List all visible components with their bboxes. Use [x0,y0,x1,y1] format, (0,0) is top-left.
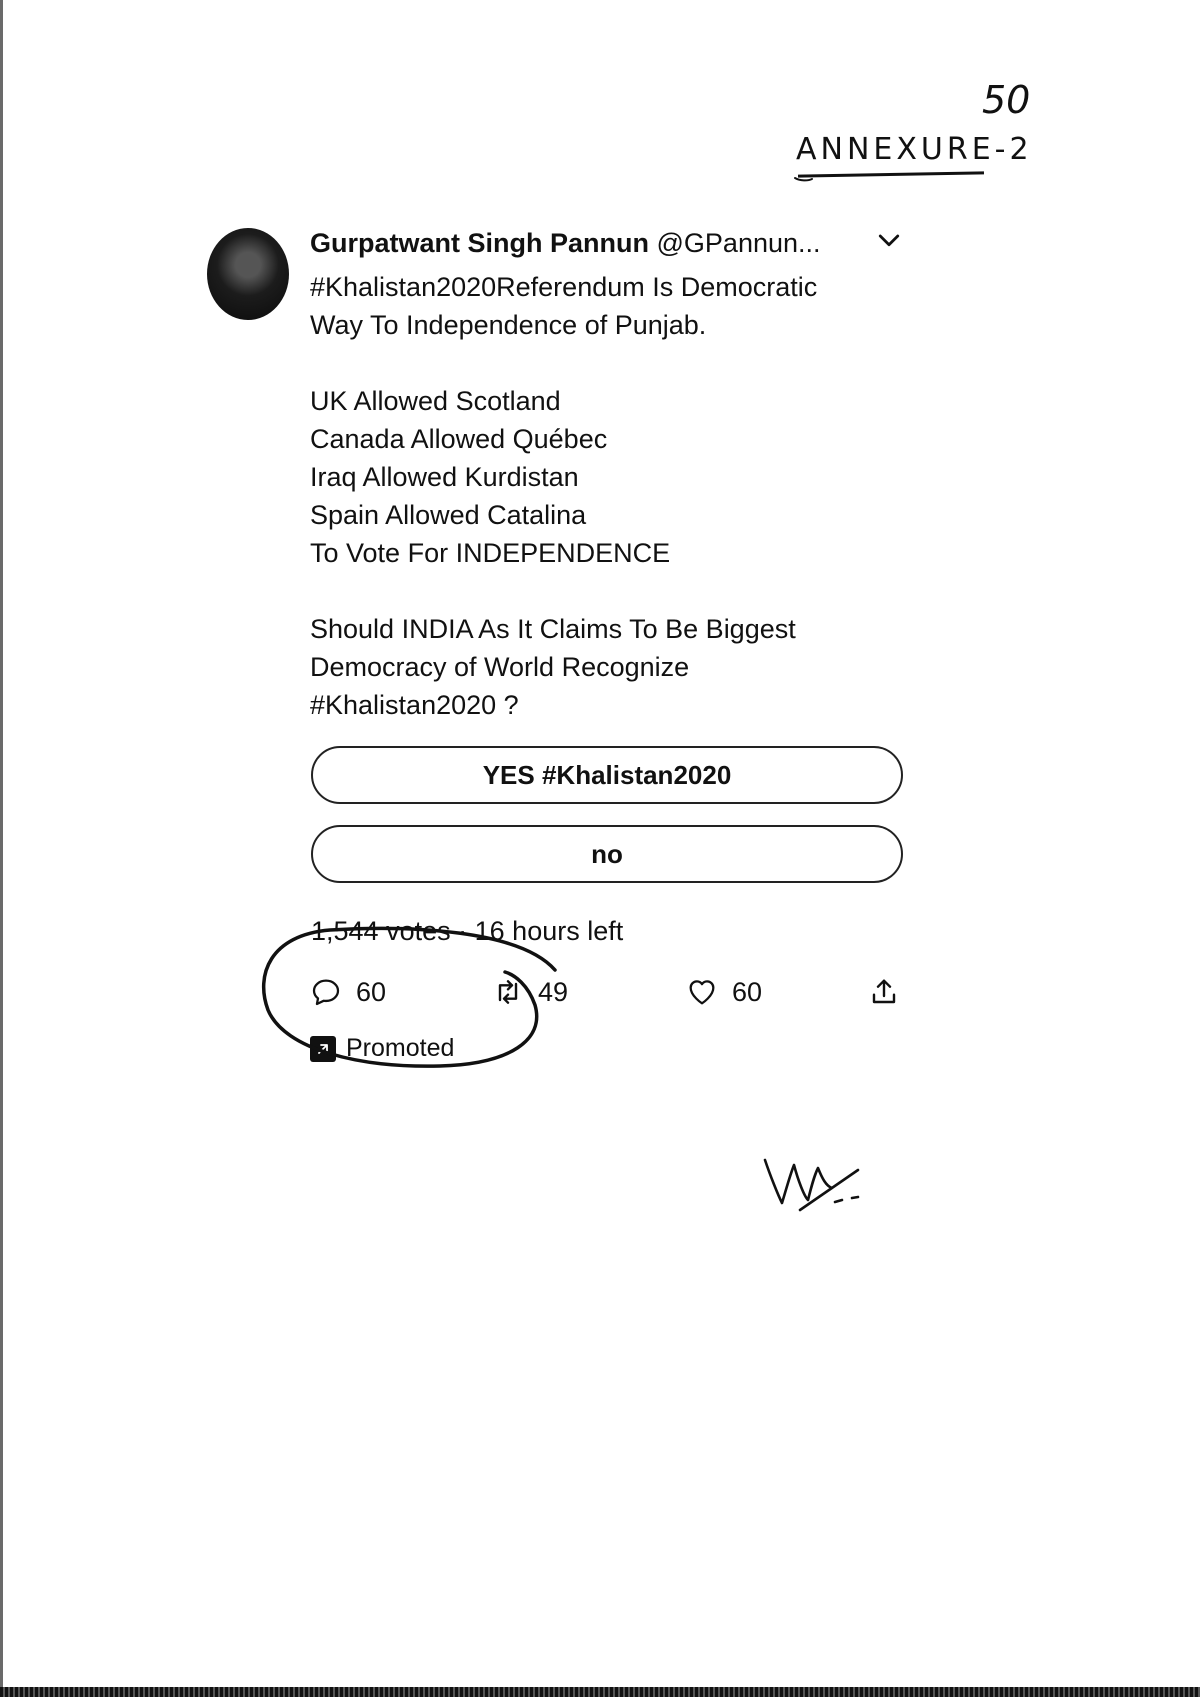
display-name[interactable]: Gurpatwant Singh Pannun [310,228,649,258]
handwritten-annexure-label: ANNEXURE-2 [796,132,1033,167]
promoted-indicator [310,1034,454,1063]
retweet-button[interactable] [492,972,568,1012]
retweet-count: 49 [538,976,569,1007]
promoted-label: Promoted [346,1034,455,1062]
poll-vote-count: 1,544 votes [311,916,451,946]
share-icon [868,976,900,1008]
like-button[interactable] [686,972,762,1012]
promoted-arrow-icon [310,1036,336,1062]
user-handle[interactable]: @GPannun... [656,228,821,258]
poll-meta [311,916,623,947]
poll-time-left: 16 hours left [474,916,624,946]
handwritten-page-number: 50 [982,78,1031,122]
chevron-down-icon[interactable] [874,226,904,256]
retweet-icon [492,976,524,1008]
share-button[interactable] [868,972,900,1012]
reply-icon [310,976,342,1008]
like-count: 60 [732,976,763,1007]
scan-bottom-edge [0,1687,1200,1697]
poll-separator: · [458,916,468,946]
poll-option-no[interactable]: no [311,825,903,883]
reply-button[interactable] [310,972,386,1012]
tweet-header [310,228,821,259]
tweet-card [200,224,920,1064]
tweet-text: #Khalistan2020Referendum Is Democratic Way To Independence of Punjab. UK Allowed Scotland Canada Allowed Québec Iraq Allowed Kurdistan Spain Allowed Catalina To Vote For INDEPENDENCE Should INDIA As It Claims To Be Biggest Democracy of World Recognize #Khalistan2020 ? [310,272,818,720]
poll-option-yes[interactable]: YES #Khalistan2020 [311,746,903,804]
avatar[interactable] [207,228,289,320]
heart-icon [686,976,718,1008]
reply-count: 60 [356,976,387,1007]
